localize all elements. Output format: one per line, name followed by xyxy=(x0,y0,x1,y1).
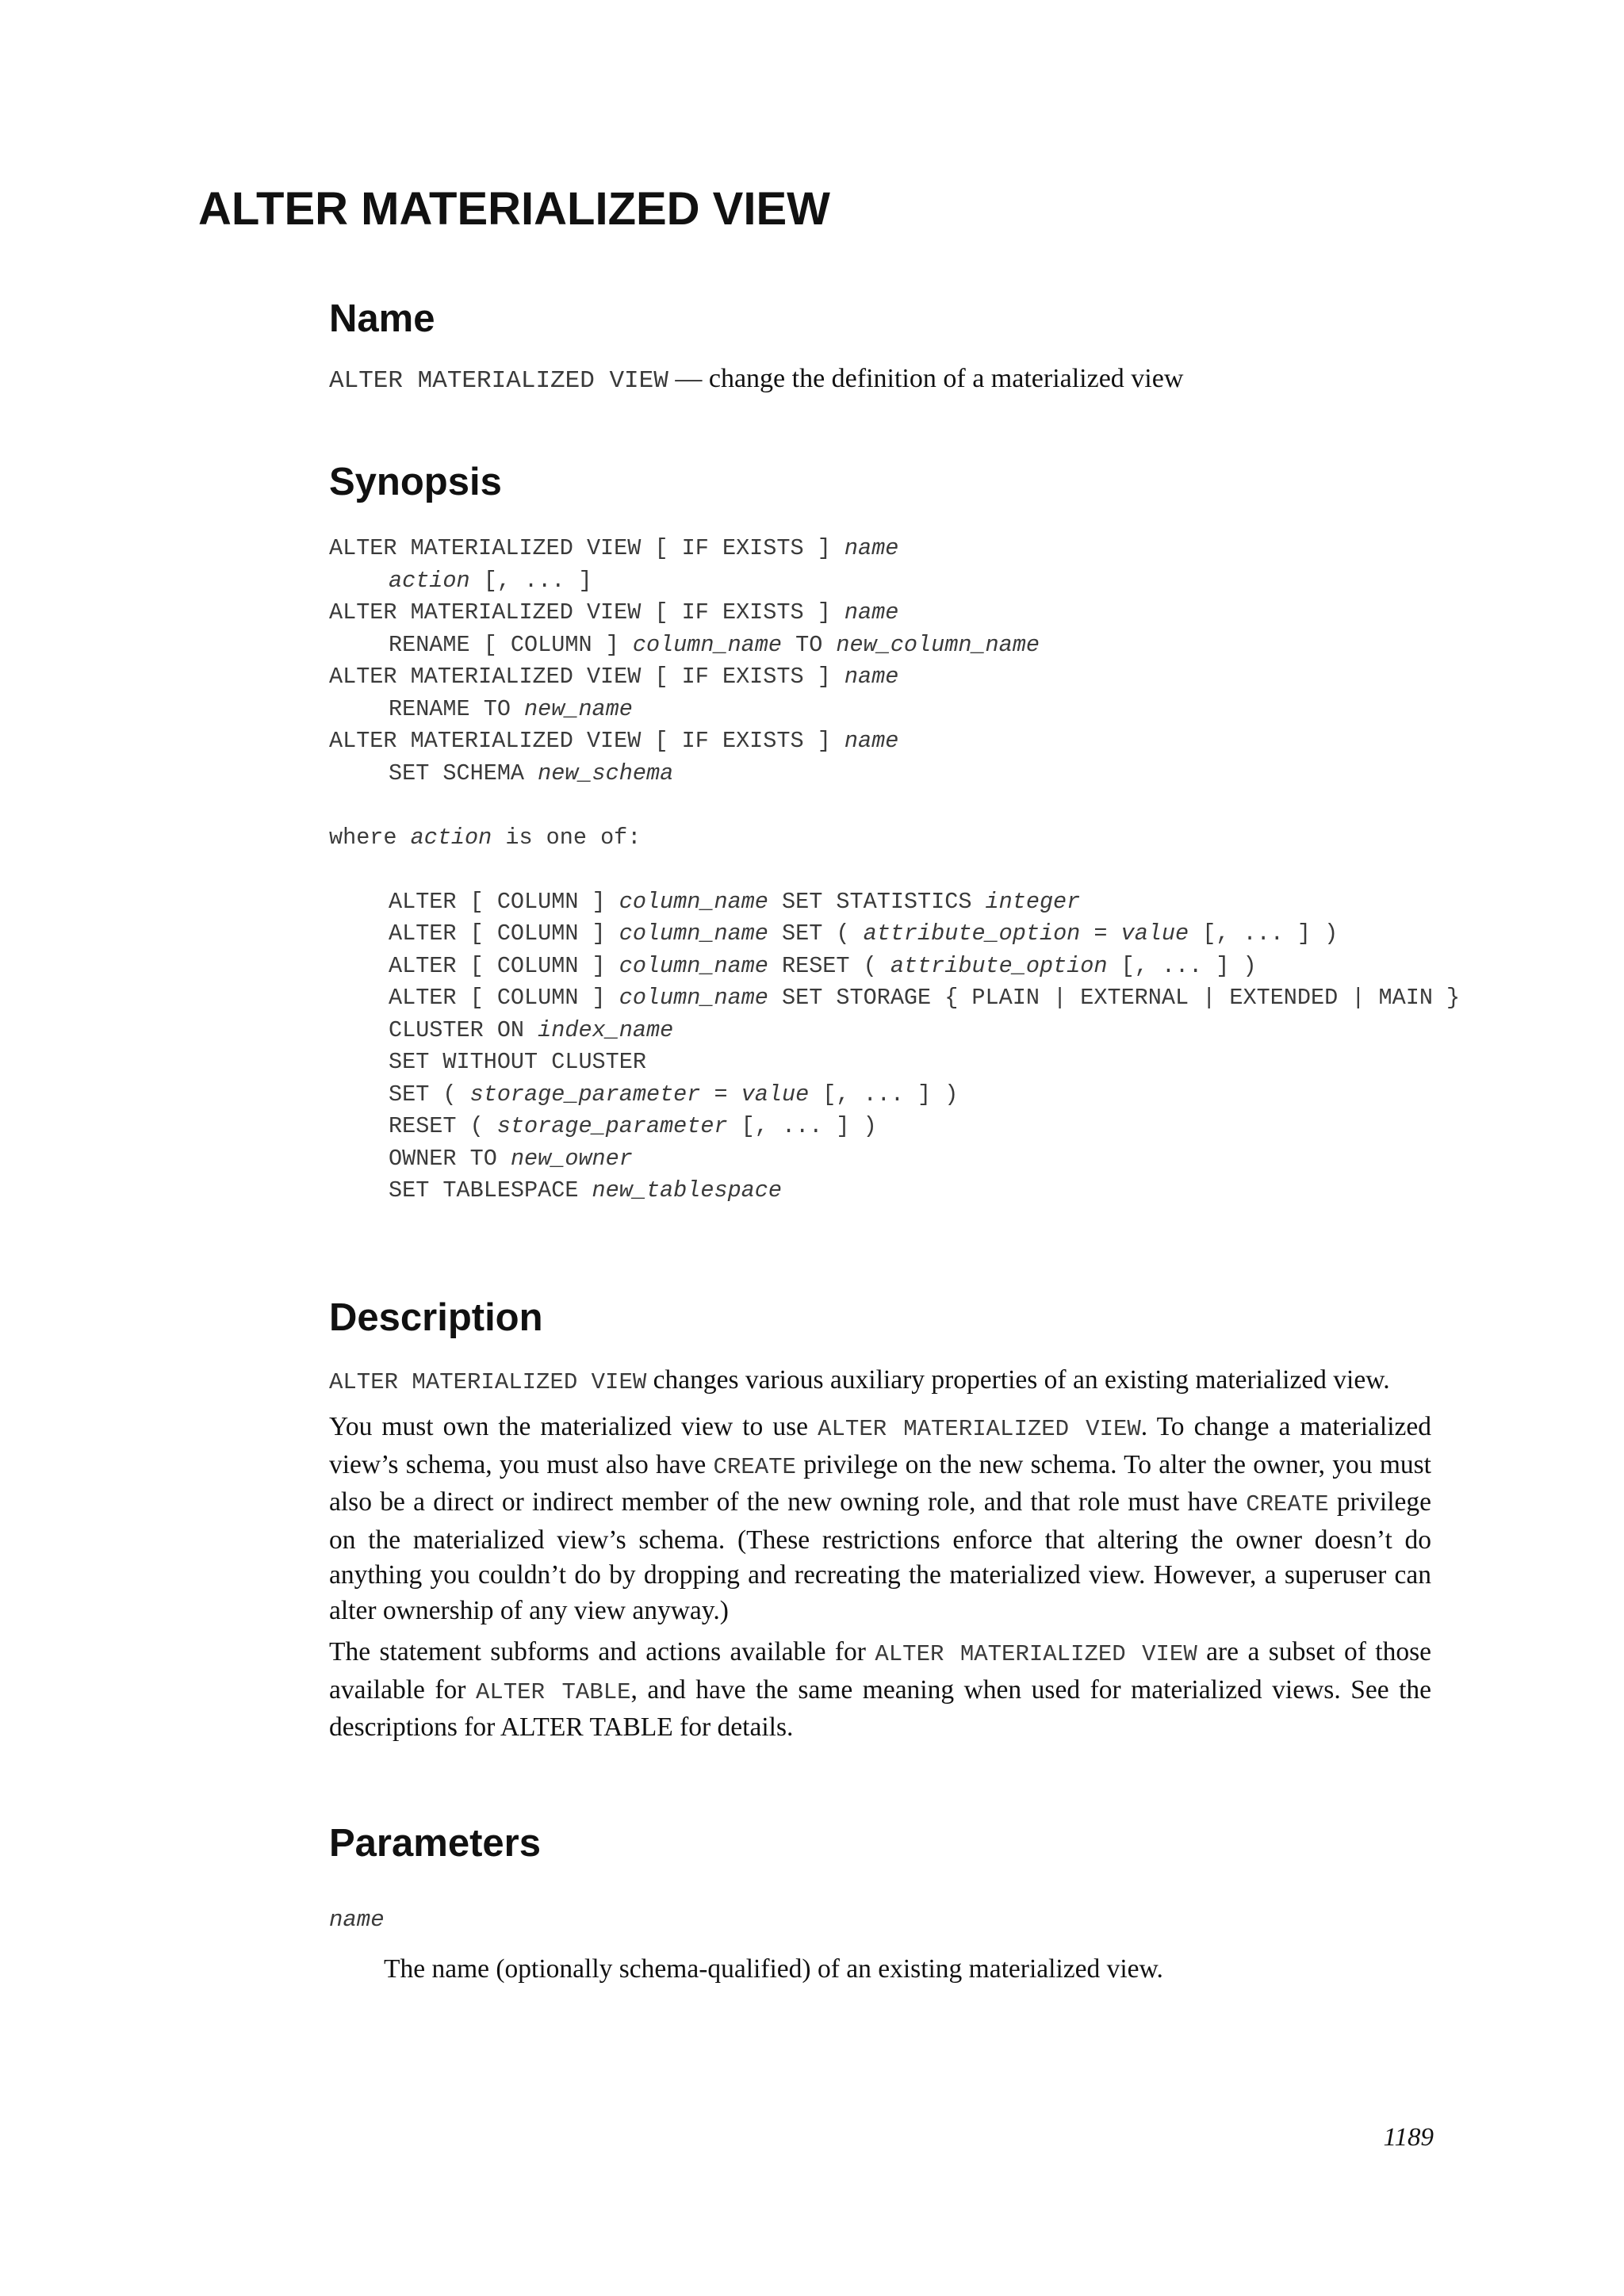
paragraph-text: privilege on the materialized view’s schema. (These restrictions enforce that altering the owner doesn’t do anything you couldn’t do by dropping and recreating the materialized view. However, a superuser can alter ownership of any view anyway.) xyxy=(329,1487,1431,1625)
description-paragraph xyxy=(329,1635,1431,1746)
synopsis-line xyxy=(329,629,1460,662)
paragraph-text: are a subset of those available for xyxy=(329,1637,1431,1705)
synopsis-line xyxy=(329,1111,1460,1143)
description-heading: Description xyxy=(329,1296,543,1339)
synopsis-keyword: SET ( xyxy=(768,920,864,947)
parameters-heading: Parameters xyxy=(329,1822,541,1865)
synopsis-line xyxy=(329,533,1460,565)
synopsis-placeholder: name xyxy=(844,599,899,626)
inline-code: ALTER TABLE xyxy=(475,1678,631,1705)
synopsis-placeholder: column_name xyxy=(619,985,768,1011)
paragraph-text: You must own the materialized view to use xyxy=(329,1412,818,1441)
synopsis-line xyxy=(329,597,1460,629)
synopsis-line xyxy=(329,918,1460,951)
paragraph-text: The statement subforms and actions available for xyxy=(329,1637,875,1667)
synopsis-keyword: SET TABLESPACE xyxy=(389,1177,592,1203)
synopsis-keyword: ALTER MATERIALIZED VIEW [ IF EXISTS ] xyxy=(329,664,845,690)
synopsis-keyword: RENAME TO xyxy=(389,695,525,722)
synopsis-keyword: RENAME [ COLUMN ] xyxy=(389,631,633,658)
synopsis-code-block xyxy=(329,533,1460,1207)
synopsis-placeholder: attribute_option xyxy=(863,920,1081,947)
synopsis-keyword: is one of: xyxy=(492,824,642,851)
synopsis-keyword: ALTER [ COLUMN ] xyxy=(389,920,619,947)
synopsis-keyword: OWNER TO xyxy=(389,1145,511,1172)
synopsis-line xyxy=(329,565,1460,598)
synopsis-keyword: [, ... ] ) xyxy=(809,1081,959,1108)
synopsis-placeholder: action xyxy=(410,824,492,851)
synopsis-placeholder: name xyxy=(844,728,899,754)
inline-code: CREATE xyxy=(1246,1491,1329,1518)
synopsis-line xyxy=(329,1047,1460,1079)
synopsis-line xyxy=(329,854,1460,886)
synopsis-placeholder: value xyxy=(1120,920,1189,947)
inline-code: ALTER MATERIALIZED VIEW xyxy=(818,1416,1141,1442)
parameter-term: name xyxy=(329,1907,385,1933)
synopsis-placeholder: index_name xyxy=(538,1016,674,1043)
synopsis-keyword: SET WITHOUT CLUSTER xyxy=(389,1049,646,1075)
name-heading: Name xyxy=(329,297,435,340)
synopsis-keyword: ALTER MATERIALIZED VIEW [ IF EXISTS ] xyxy=(329,599,845,626)
synopsis-keyword: SET STORAGE { PLAIN | EXTERNAL | EXTENDED | MAIN } xyxy=(768,985,1461,1011)
synopsis-placeholder: storage_parameter xyxy=(496,1113,728,1139)
name-line xyxy=(329,362,1183,399)
synopsis-keyword: SET STATISTICS xyxy=(768,888,986,915)
synopsis-line xyxy=(329,822,1460,855)
synopsis-line xyxy=(329,1079,1460,1112)
synopsis-line xyxy=(329,725,1460,758)
synopsis-keyword: [, ... ] ) xyxy=(1189,920,1339,947)
synopsis-placeholder: name xyxy=(844,664,899,690)
synopsis-keyword: [, ... ] ) xyxy=(727,1113,877,1139)
paragraph-text: privilege on the new schema. To alter the owner, you must also be a direct or indirect member of the new owning role, and that role must have xyxy=(329,1449,1431,1517)
synopsis-placeholder: column_name xyxy=(632,631,782,658)
synopsis-keyword: ALTER [ COLUMN ] xyxy=(389,952,619,979)
synopsis-placeholder: column_name xyxy=(619,920,768,947)
synopsis-line xyxy=(329,886,1460,919)
synopsis-keyword: [, ... ] ) xyxy=(1107,952,1257,979)
inline-code: CREATE xyxy=(713,1453,796,1480)
synopsis-keyword: SET SCHEMA xyxy=(389,760,538,786)
synopsis-keyword: SET ( xyxy=(389,1081,470,1108)
paragraph-text: . To change a materialized view’s schema, you must also have xyxy=(329,1412,1431,1479)
synopsis-line xyxy=(329,1143,1460,1176)
synopsis-placeholder: new_column_name xyxy=(836,631,1040,658)
synopsis-keyword: TO xyxy=(782,631,837,658)
command-name: ALTER MATERIALIZED VIEW xyxy=(329,367,668,395)
command-purpose: — change the definition of a materialized view xyxy=(668,364,1184,393)
synopsis-line xyxy=(329,982,1460,1015)
paragraph-text: , and have the same meaning when used for materialized views. See the descriptions for ALTER TABLE for details. xyxy=(329,1674,1432,1743)
synopsis-keyword: = xyxy=(1080,920,1121,947)
synopsis-line xyxy=(329,694,1460,726)
synopsis-keyword: where xyxy=(329,824,411,851)
synopsis-line xyxy=(329,951,1460,983)
synopsis-keyword: [, ... ] xyxy=(469,567,592,594)
synopsis-placeholder: storage_parameter xyxy=(469,1081,701,1108)
synopsis-keyword: CLUSTER ON xyxy=(389,1016,538,1043)
synopsis-placeholder: attribute_option xyxy=(890,952,1108,979)
synopsis-keyword: ALTER [ COLUMN ] xyxy=(389,888,619,915)
description-paragraph xyxy=(329,1410,1431,1629)
synopsis-line xyxy=(329,758,1460,790)
synopsis-placeholder: new_owner xyxy=(510,1145,633,1172)
synopsis-placeholder: new_schema xyxy=(538,760,674,786)
synopsis-keyword: ALTER MATERIALIZED VIEW [ IF EXISTS ] xyxy=(329,728,845,754)
synopsis-placeholder: column_name xyxy=(619,952,768,979)
synopsis-placeholder: new_name xyxy=(524,695,633,722)
paragraph-text: changes various auxiliary properties of an existing materialized view. xyxy=(646,1365,1390,1395)
inline-code: ALTER MATERIALIZED VIEW xyxy=(875,1641,1197,1667)
synopsis-line xyxy=(329,790,1460,822)
inline-code: ALTER MATERIALIZED VIEW xyxy=(329,1369,647,1395)
synopsis-keyword: = xyxy=(700,1081,741,1108)
synopsis-keyword: RESET ( xyxy=(768,952,891,979)
synopsis-placeholder: integer xyxy=(985,888,1081,915)
synopsis-line xyxy=(329,1175,1460,1207)
synopsis-heading: Synopsis xyxy=(329,461,502,503)
synopsis-placeholder: value xyxy=(741,1081,810,1108)
synopsis-keyword: ALTER MATERIALIZED VIEW [ IF EXISTS ] xyxy=(329,535,845,561)
page-number: 1189 xyxy=(1383,2123,1434,2152)
synopsis-line xyxy=(329,1015,1460,1047)
description-paragraph xyxy=(329,1363,1431,1401)
synopsis-placeholder: column_name xyxy=(619,888,768,915)
page-title: ALTER MATERIALIZED VIEW xyxy=(198,183,830,235)
synopsis-keyword: ALTER [ COLUMN ] xyxy=(389,985,619,1011)
synopsis-placeholder: new_tablespace xyxy=(592,1177,782,1203)
synopsis-placeholder: name xyxy=(844,535,899,561)
synopsis-placeholder: action xyxy=(389,567,470,594)
parameter-definition: The name (optionally schema-qualified) of an existing materialized view. xyxy=(384,1954,1163,1984)
synopsis-line xyxy=(329,661,1460,694)
synopsis-keyword: RESET ( xyxy=(389,1113,497,1139)
